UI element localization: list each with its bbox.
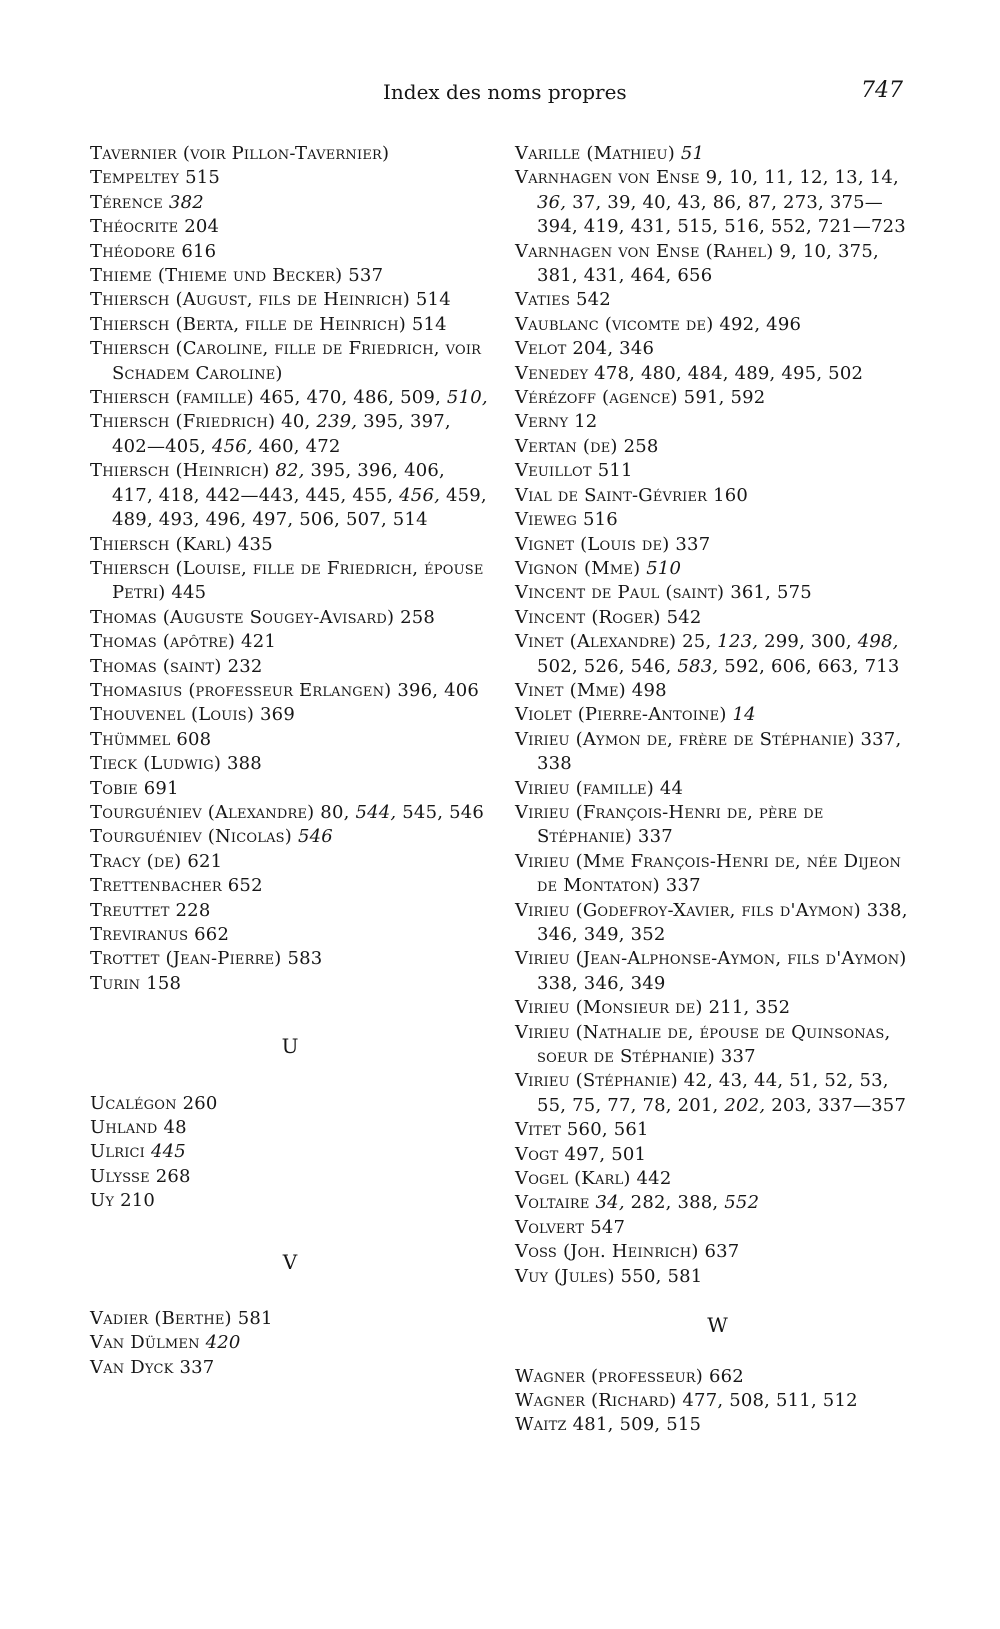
index-entry — [90, 533, 490, 557]
entry-name: Waitz — [515, 1414, 567, 1436]
entry-name: Violet (Pierre-Antoine) — [515, 704, 727, 726]
entry-name: Virieu (famille) — [515, 777, 654, 799]
entry-name: Tempeltey — [90, 167, 180, 189]
index-entry — [90, 1356, 490, 1380]
entry-pages: 560, 561 — [566, 1119, 649, 1141]
index-entry — [90, 923, 490, 947]
entry-name: Ulysse — [90, 1165, 150, 1187]
index-entry — [90, 240, 490, 264]
entry-page-italic: 510, — [446, 387, 488, 409]
index-entry — [515, 435, 920, 459]
entry-pages: 616 — [181, 240, 217, 262]
entry-pages: 268 — [155, 1165, 191, 1187]
index-entry — [515, 240, 920, 289]
index-entry — [90, 1189, 490, 1213]
index-entry — [515, 777, 920, 801]
left-column — [90, 142, 490, 1380]
entry-name: Vial de Saint-Gévrier — [515, 484, 708, 506]
entry-pages: 396, 406 — [397, 679, 480, 701]
entry-name: Vincent de Paul (saint) — [515, 582, 725, 604]
entry-name: Thiersch (Berta, fille de Heinrich) — [90, 313, 406, 335]
entry-page-italic: 456, — [399, 484, 441, 506]
entry-name: Tourguéniev (Nicolas) — [90, 826, 293, 848]
index-entry — [515, 142, 920, 166]
page-header — [0, 80, 1000, 114]
entry-pages: 550, 581 — [620, 1265, 703, 1287]
entry-pages: 361, 575 — [730, 582, 812, 604]
entry-pages: 9, 10, 375, 381, 431, 464, 656 — [537, 240, 879, 287]
entry-page-italic: 382 — [168, 191, 204, 213]
entry-pages: 662 — [194, 924, 230, 945]
entry-name: Virieu (Godefroy-Xavier, fils d'Aymon) — [515, 899, 861, 921]
entry-name: Tieck (Ludwig) — [90, 753, 222, 775]
entry-name: Théocrite — [90, 216, 179, 238]
entry-name: Vaties — [515, 289, 571, 311]
page-number: 747 — [861, 78, 903, 103]
entry-pages: 395, 397, 402—405, — [112, 411, 451, 457]
entry-pages: 369 — [260, 704, 295, 726]
entry-pages: 498 — [631, 679, 667, 701]
index-entry — [515, 1167, 920, 1191]
entry-pages: 42, 43, 44, 51, 52, 53, 55, 75, 77, 78, 201, — [537, 1070, 889, 1116]
entry-name: Vuy (Jules) — [515, 1265, 615, 1287]
entry-name: Vieweg — [515, 509, 578, 531]
entry-name: Venedey — [515, 362, 589, 384]
index-entry — [90, 850, 490, 874]
entry-name: Voltaire — [515, 1192, 590, 1214]
entry-pages: 158 — [146, 972, 182, 994]
entry-name: Térence — [90, 191, 163, 213]
entry-pages: 502, 526, 546, — [537, 655, 672, 677]
index-entry — [90, 166, 490, 190]
index-entry — [515, 581, 920, 605]
entry-pages: 337 — [675, 533, 711, 555]
entry-pages: 211, 352 — [708, 997, 791, 1019]
entry-page-italic: 544, — [355, 801, 397, 823]
entry-pages: 388 — [227, 753, 262, 775]
entry-name: Velot — [515, 338, 567, 360]
entry-name: Vertan (de) — [515, 435, 618, 457]
entry-name: Vignon (Mme) — [515, 557, 641, 579]
entry-pages: 465, 470, 486, 509, — [259, 387, 441, 409]
index-entry — [515, 557, 920, 581]
entry-pages: 537 — [348, 265, 384, 287]
entry-name: Virieu (Mme François-Henri de, née Dijeon de Montaton) — [515, 850, 902, 897]
entry-pages: 477, 508, 511, 512 — [682, 1389, 858, 1411]
entry-name: Veuillot — [515, 460, 592, 482]
entry-pages: 228 — [175, 899, 211, 921]
index-entry — [90, 972, 490, 996]
entry-pages: 460, 472 — [258, 435, 341, 457]
index-entry — [515, 166, 920, 239]
entry-name: Verny — [515, 411, 569, 433]
index-entry — [515, 1191, 920, 1215]
entry-name: Vinet (Alexandre) — [515, 631, 677, 653]
section-letter-w: W — [707, 1313, 728, 1338]
entry-pages: 203, 337—357 — [771, 1094, 907, 1116]
entry-page-italic: 202, — [724, 1094, 766, 1116]
running-title: Index des noms propres — [383, 80, 627, 104]
entry-pages: 299, 300, — [764, 631, 852, 653]
entry-pages: 652 — [227, 875, 263, 897]
section-letter-v: V — [282, 1249, 298, 1274]
entry-name: Wagner (professeur) — [515, 1365, 704, 1387]
entry-name: Thiersch (famille) — [90, 387, 254, 409]
index-entry — [515, 1216, 920, 1240]
entry-name: Turin — [90, 972, 141, 994]
index-entry — [515, 679, 920, 703]
index-entry — [90, 1140, 490, 1164]
entry-pages: 337, 338 — [537, 728, 902, 775]
index-entry — [515, 996, 920, 1020]
index-entry — [515, 313, 920, 337]
entry-pages: 497, 501 — [564, 1143, 647, 1165]
entry-pages: 337 — [637, 826, 673, 848]
entry-pages: 542 — [576, 289, 611, 311]
entry-name: Van Dülmen — [90, 1332, 200, 1354]
section-letter-u: U — [281, 1034, 299, 1059]
index-entry — [515, 362, 920, 386]
entry-name: Tobie — [90, 777, 138, 799]
entry-name: Virieu (François-Henri de, père de Stéphanie) — [515, 801, 824, 848]
entry-pages: 421 — [241, 631, 277, 653]
entry-name: Wagner (Richard) — [515, 1389, 677, 1411]
entry-pages: 591, 592 — [683, 387, 766, 409]
index-entry — [515, 1240, 920, 1264]
entry-name: Varnhagen von Ense (Rahel) — [515, 240, 774, 262]
index-entry — [90, 215, 490, 239]
entry-pages: 337 — [665, 875, 701, 897]
entry-pages: 515 — [185, 167, 221, 189]
entry-name: Uy — [90, 1190, 115, 1212]
entry-name: Thümmel — [90, 728, 171, 750]
entry-pages: 481, 509, 515 — [572, 1414, 702, 1436]
index-entry — [515, 508, 920, 532]
entry-name: Varille (Mathieu) — [515, 143, 675, 164]
entry-name: Tracy (de) — [90, 850, 182, 872]
entry-name: Vitet — [515, 1119, 561, 1141]
index-entry — [515, 630, 920, 679]
entry-pages: 542 — [666, 606, 702, 628]
entry-page-italic: 34, — [595, 1192, 625, 1214]
index-entry — [90, 801, 490, 825]
entry-pages: 232 — [227, 655, 263, 677]
index-entry — [90, 1092, 490, 1116]
entry-page-italic: 456, — [211, 435, 253, 457]
entry-name: Thiersch (August, fils de Heinrich) — [90, 289, 410, 311]
entry-name: Uhland — [90, 1117, 158, 1139]
entry-pages: 608 — [176, 728, 212, 750]
entry-name: Volvert — [515, 1216, 585, 1238]
entry-page-italic: 239, — [316, 411, 358, 433]
entry-name: Virieu (Aymon de, frère de Stéphanie) — [515, 728, 855, 750]
index-entry — [515, 606, 920, 630]
entry-pages: 662 — [708, 1365, 744, 1387]
entry-pages: 637 — [704, 1241, 740, 1263]
entry-name: Thomasius (professeur Erlangen) — [90, 679, 392, 701]
index-entry — [90, 703, 490, 727]
index-entry — [90, 874, 490, 898]
entry-list — [515, 1365, 920, 1438]
entry-name: Vérézoff (agence) — [515, 387, 678, 409]
entry-name: Trottet (Jean-Pierre) — [90, 948, 282, 970]
index-entry — [515, 459, 920, 483]
entry-name: Théodore — [90, 240, 176, 262]
entry-name: Ucalégon — [90, 1092, 177, 1114]
entry-pages: 621 — [187, 850, 223, 872]
entry-page-italic: 445 — [150, 1141, 186, 1163]
entry-page-italic: 14 — [732, 704, 756, 726]
entry-pages: 258 — [400, 606, 436, 628]
entry-pages: 435 — [237, 533, 273, 555]
entry-pages: 514 — [415, 289, 451, 311]
index-entry — [90, 1331, 490, 1355]
entry-name: Ulrici — [90, 1141, 146, 1163]
index-entry — [90, 1116, 490, 1140]
entry-name: Tavernier (voir Pillon-Tavernier) — [90, 143, 390, 164]
entry-name: Thiersch (Heinrich) — [90, 460, 270, 482]
entry-pages: 337 — [720, 1046, 756, 1068]
entry-name: Thiersch (Karl) — [90, 533, 232, 555]
entry-pages: 492, 496 — [719, 313, 802, 335]
entry-name: Tourguéniev (Alexandre) — [90, 801, 315, 823]
entry-pages: 260 — [182, 1092, 218, 1114]
entry-name: Varnhagen von Ense — [515, 167, 700, 189]
entry-pages: 338, 346, 349, 352 — [537, 899, 908, 945]
index-entry — [90, 825, 490, 849]
index-entry — [515, 386, 920, 410]
index-entry — [515, 1143, 920, 1167]
index-entry — [515, 1118, 920, 1142]
entry-name: Thouvenel (Louis) — [90, 704, 255, 726]
entry-name: Thiersch (Friedrich) — [90, 411, 276, 433]
entry-name: Thiersch (Louise, fille de Friedrich, épouse Petri) — [90, 557, 484, 604]
index-entry — [90, 288, 490, 312]
entry-page-italic: 552 — [724, 1192, 760, 1214]
entry-pages: 40, — [281, 411, 311, 433]
entry-pages: 442 — [636, 1168, 672, 1190]
entry-page-italic: 82, — [275, 460, 305, 482]
entry-pages: 160 — [713, 484, 749, 506]
index-entry — [90, 313, 490, 337]
index-entry — [515, 1069, 920, 1118]
right-column — [515, 142, 920, 1438]
index-entry — [515, 1389, 920, 1413]
index-entry — [90, 679, 490, 703]
index-entry — [90, 606, 490, 630]
index-entry — [515, 899, 920, 948]
entry-pages: 282, 388, — [630, 1192, 719, 1214]
entry-page-italic: 583, — [677, 655, 719, 677]
index-entry — [515, 484, 920, 508]
entry-pages: 210 — [120, 1190, 156, 1212]
index-entry — [90, 459, 490, 532]
index-entry — [515, 337, 920, 361]
index-entry — [90, 752, 490, 776]
entry-name: Thieme (Thieme und Becker) — [90, 265, 343, 287]
entry-pages: 395, 396, 406, 417, 418, 442—443, 445, 455, — [112, 460, 445, 506]
entry-name: Virieu (Stéphanie) — [515, 1070, 678, 1092]
entry-name: Voss (Joh. Heinrich) — [515, 1241, 699, 1263]
entry-pages: 547 — [590, 1216, 626, 1238]
entry-list — [90, 1092, 490, 1214]
entry-name: Virieu (Jean-Alphonse-Aymon, fils d'Aymon) — [515, 948, 907, 970]
entry-pages: 338, 346, 349 — [537, 972, 666, 994]
index-entry — [515, 410, 920, 434]
entry-name: Treuttet — [90, 899, 170, 921]
entry-pages: 445 — [171, 582, 207, 604]
entry-page-italic: 36, — [537, 191, 567, 213]
index-entry — [515, 728, 920, 777]
entry-page-italic: 510 — [646, 557, 682, 579]
entry-pages: 204, 346 — [572, 338, 655, 360]
entry-name: Vinet (Mme) — [515, 679, 626, 701]
entry-pages: 511 — [597, 460, 633, 482]
entry-pages: 337 — [179, 1356, 215, 1378]
entry-pages: 516 — [582, 509, 618, 531]
index-entry — [90, 1165, 490, 1189]
entry-name: Trettenbacher — [90, 875, 222, 897]
entry-pages: 25, — [682, 631, 712, 653]
index-entry — [515, 1021, 920, 1070]
entry-page-italic: 546 — [297, 826, 333, 848]
index-entry — [515, 1365, 920, 1389]
index-entry — [515, 288, 920, 312]
index-entry — [90, 191, 490, 215]
entry-pages: 12 — [574, 411, 598, 433]
index-entry — [515, 533, 920, 557]
entry-pages: 9, 10, 11, 12, 13, 14, — [705, 167, 899, 189]
entry-list — [90, 142, 490, 996]
entry-name: Thomas (Auguste Sougey-Avisard) — [90, 606, 395, 628]
entry-name: Virieu (Nathalie de, épouse de Quinsonas, soeur de Stéphanie) — [515, 1021, 891, 1068]
index-entry — [515, 947, 920, 996]
entry-name: Virieu (Monsieur de) — [515, 997, 703, 1019]
entry-page-italic: 51 — [680, 143, 705, 164]
index-entry — [90, 557, 490, 606]
index-entry — [515, 703, 920, 727]
entry-list — [90, 1307, 490, 1380]
entry-pages: 37, 39, 40, 43, 86, 87, 273, 375—394, 419, 431, 515, 516, 552, 721—723 — [537, 191, 906, 238]
index-entry — [90, 655, 490, 679]
entry-pages: 514 — [411, 313, 447, 335]
index-entry — [90, 777, 490, 801]
entry-name: Thomas (saint) — [90, 655, 222, 677]
entry-pages: 583 — [287, 948, 323, 970]
entry-page-italic: 498, — [857, 631, 899, 653]
entry-name: Vaublanc (vicomte de) — [515, 313, 714, 335]
index-entry — [90, 142, 490, 166]
entry-page-italic: 123, — [717, 631, 759, 653]
index-entry — [515, 1265, 920, 1289]
entry-name: Vogt — [515, 1143, 559, 1165]
index-entry — [515, 801, 920, 850]
index-entry — [90, 899, 490, 923]
entry-pages: 545, 546 — [402, 801, 485, 823]
entry-name: Vadier (Berthe) — [90, 1308, 232, 1330]
entry-pages: 691 — [143, 777, 179, 799]
entry-pages: 459, 489, 493, 496, 497, 506, 507, 514 — [112, 484, 487, 531]
entry-pages: 204 — [184, 216, 220, 238]
index-entry — [90, 1307, 490, 1331]
entry-pages: 48 — [163, 1117, 187, 1139]
index-entry — [90, 728, 490, 752]
entry-pages: 592, 606, 663, 713 — [724, 655, 900, 677]
entry-name: Van Dyck — [90, 1356, 174, 1378]
entry-name: Vignet (Louis de) — [515, 533, 670, 555]
entry-pages: 258 — [623, 435, 659, 457]
index-entry — [515, 850, 920, 899]
entry-page-italic: 420 — [205, 1332, 241, 1354]
entry-name: Treviranus — [90, 924, 189, 945]
entry-list — [515, 142, 920, 1289]
index-entry — [90, 947, 490, 971]
index-entry — [90, 337, 490, 386]
entry-name: Thiersch (Caroline, fille de Friedrich, voir Schadem Caroline) — [90, 338, 482, 384]
entry-pages: 80, — [320, 801, 350, 823]
index-entry — [90, 410, 490, 459]
index-entry — [90, 386, 490, 410]
index-entry — [515, 1413, 920, 1437]
entry-name: Thomas (apôtre) — [90, 631, 236, 653]
entry-pages: 44 — [659, 777, 684, 799]
index-entry — [90, 264, 490, 288]
entry-name: Vincent (Roger) — [515, 606, 661, 628]
index-entry — [90, 630, 490, 654]
entry-pages: 478, 480, 484, 489, 495, 502 — [594, 362, 864, 384]
entry-name: Vogel (Karl) — [515, 1168, 631, 1190]
entry-pages: 581 — [237, 1308, 273, 1330]
